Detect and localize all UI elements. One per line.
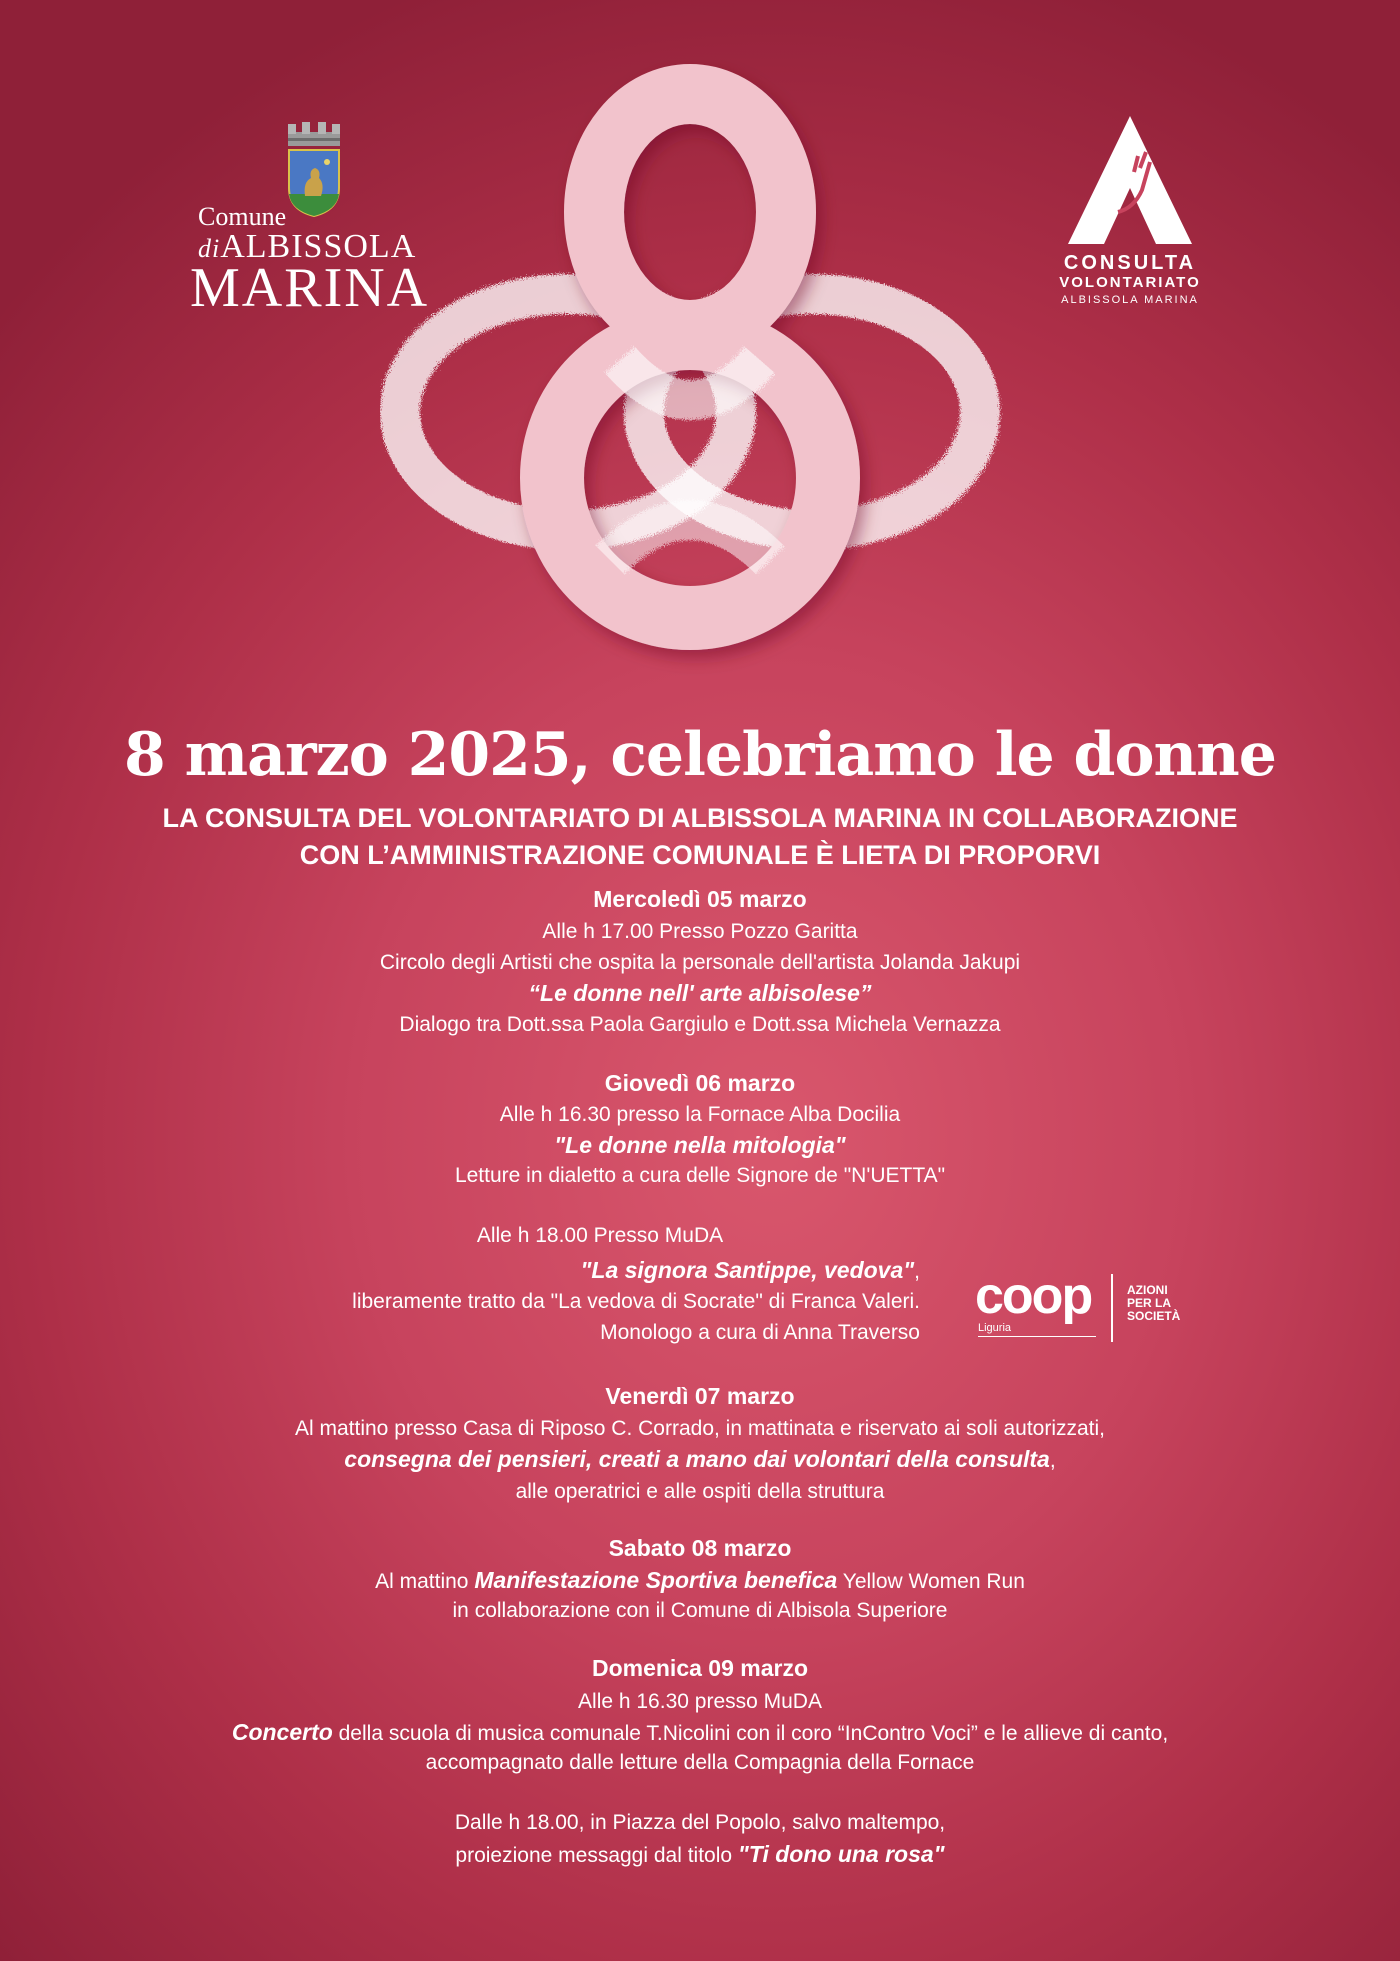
event-sun-line-5	[0, 1841, 1400, 1868]
event-thu-santippe: "La signora Santippe, vedova"	[580, 1257, 915, 1283]
comune-town: ALBISSOLA	[220, 228, 417, 265]
coop-tag-2: PER LA	[1127, 1296, 1172, 1310]
coop-logo	[975, 1267, 1205, 1345]
coop-region: Liguria	[978, 1322, 1012, 1334]
event-thu-line-7: Monologo a cura di Anna Traverso	[600, 1321, 920, 1344]
event-sat-line-2: in collaborazione con il Comune di Albisola Superiore	[452, 1599, 948, 1622]
event-sat-pre: Al mattino	[375, 1570, 475, 1593]
event-sun-line-2	[0, 1719, 1400, 1746]
volontariato-word: VOLONTARIATO	[1059, 274, 1201, 291]
event-fri-line-1: Al mattino presso Casa di Riposo C. Corrado, in mattinata e riservato ai soli autorizzati,	[294, 1417, 1106, 1440]
event-wed-line-4: Dialogo tra Dott.ssa Paola Gargiulo e Dott.ssa Michela Vernazza	[399, 1013, 1001, 1036]
event-fri-comma: ,	[1049, 1449, 1056, 1472]
event-fri-line-2	[0, 1446, 1400, 1473]
headline: 8 marzo 2025, celebriamo le donne	[124, 720, 1276, 790]
coop-tagline	[1127, 1284, 1180, 1323]
event-sun-pre: proiezione messaggi dal titolo	[455, 1844, 738, 1867]
event-fri-line-3: alle operatrici e alle ospiti della struttura	[515, 1480, 885, 1503]
event-sun-line-4: Dalle h 18.00, in Piazza del Popolo, salvo maltempo,	[454, 1811, 946, 1834]
consulta-logo	[1040, 112, 1220, 312]
coop-tag-3: SOCIETÀ	[1127, 1309, 1181, 1323]
event-wed-day: Mercoledì 05 marzo	[593, 886, 807, 912]
coop-tag-1: AZIONI	[1127, 1283, 1168, 1297]
intro-line-1: LA CONSULTA DEL VOLONTARIATO DI ALBISSOLA MARINA IN COLLABORAZIONE	[162, 803, 1238, 833]
event-sat-line-1	[0, 1567, 1400, 1594]
comune-di: di	[198, 234, 221, 263]
comune-label: Comune	[198, 202, 287, 231]
event-fri-highlight: consegna dei pensieri, creati a mano dai volontari della consulta	[344, 1446, 1050, 1472]
event-thu-line-6: liberamente tratto da "La vedova di Socrate" di Franca Valeri.	[352, 1290, 920, 1313]
event-thu-line-1: Alle h 16.30 presso la Fornace Alba Docilia	[499, 1103, 901, 1126]
event-thu-title: "Le donne nella mitologia"	[554, 1132, 846, 1158]
event-sun-concerto-rest: della scuola di musica comunale T.Nicolini con il coro “InContro Voci” e le allieve di canto,	[332, 1722, 1169, 1745]
event-sat-post: Yellow Women Run	[837, 1570, 1025, 1593]
coop-divider	[1111, 1274, 1113, 1342]
coop-underline	[978, 1336, 1096, 1337]
coat-of-arms-icon	[287, 148, 341, 218]
event-thu-muda: Alle h 18.00 Presso MuDA	[476, 1224, 724, 1247]
event-sun-line-3: accompagnato dalle letture della Compagnia della Fornace	[425, 1751, 975, 1774]
event-sat-highlight: Manifestazione Sportiva benefica	[474, 1567, 838, 1593]
event-sun-rosa: "Ti dono una rosa"	[737, 1841, 945, 1867]
event-wed-line-1: Alle h 17.00 Presso Pozzo Garitta	[542, 920, 858, 943]
event-thu-line-5	[0, 1257, 920, 1284]
consulta-triangle-icon	[1060, 112, 1200, 252]
ring-overlap	[610, 360, 770, 560]
eight-march-emblem	[380, 60, 1020, 700]
event-sat-day: Sabato 08 marzo	[608, 1535, 792, 1561]
event-thu-line-3: Letture in dialetto a cura delle Signore de "N'UETTA"	[454, 1164, 946, 1187]
event-sun-day: Domenica 09 marzo	[591, 1655, 809, 1681]
event-thu-day: Giovedì 06 marzo	[604, 1070, 796, 1096]
event-fri-day: Venerdì 07 marzo	[605, 1383, 795, 1409]
consulta-town: ALBISSOLA MARINA	[1061, 294, 1199, 306]
event-sun-line-1: Alle h 16.30 presso MuDA	[578, 1690, 822, 1713]
consulta-word: CONSULTA	[1063, 252, 1197, 274]
intro-line-2: CON L’AMMINISTRAZIONE COMUNALE È LIETA DI PROPORVI	[299, 840, 1101, 870]
event-thu-line-4	[0, 1224, 1400, 1248]
event-wed-line-2: Circolo degli Artisti che ospita la personale dell'artista Jolanda Jakupi	[379, 951, 1021, 974]
comune-town-2: MARINA	[190, 257, 430, 319]
event-thu-comma: ,	[914, 1260, 920, 1283]
crown-icon	[284, 118, 344, 148]
coop-wordmark: coop	[975, 1267, 1092, 1325]
event-wed-title: “Le donne nell' arte albisolese”	[528, 980, 872, 1006]
event-sun-concerto: Concerto	[231, 1719, 333, 1745]
